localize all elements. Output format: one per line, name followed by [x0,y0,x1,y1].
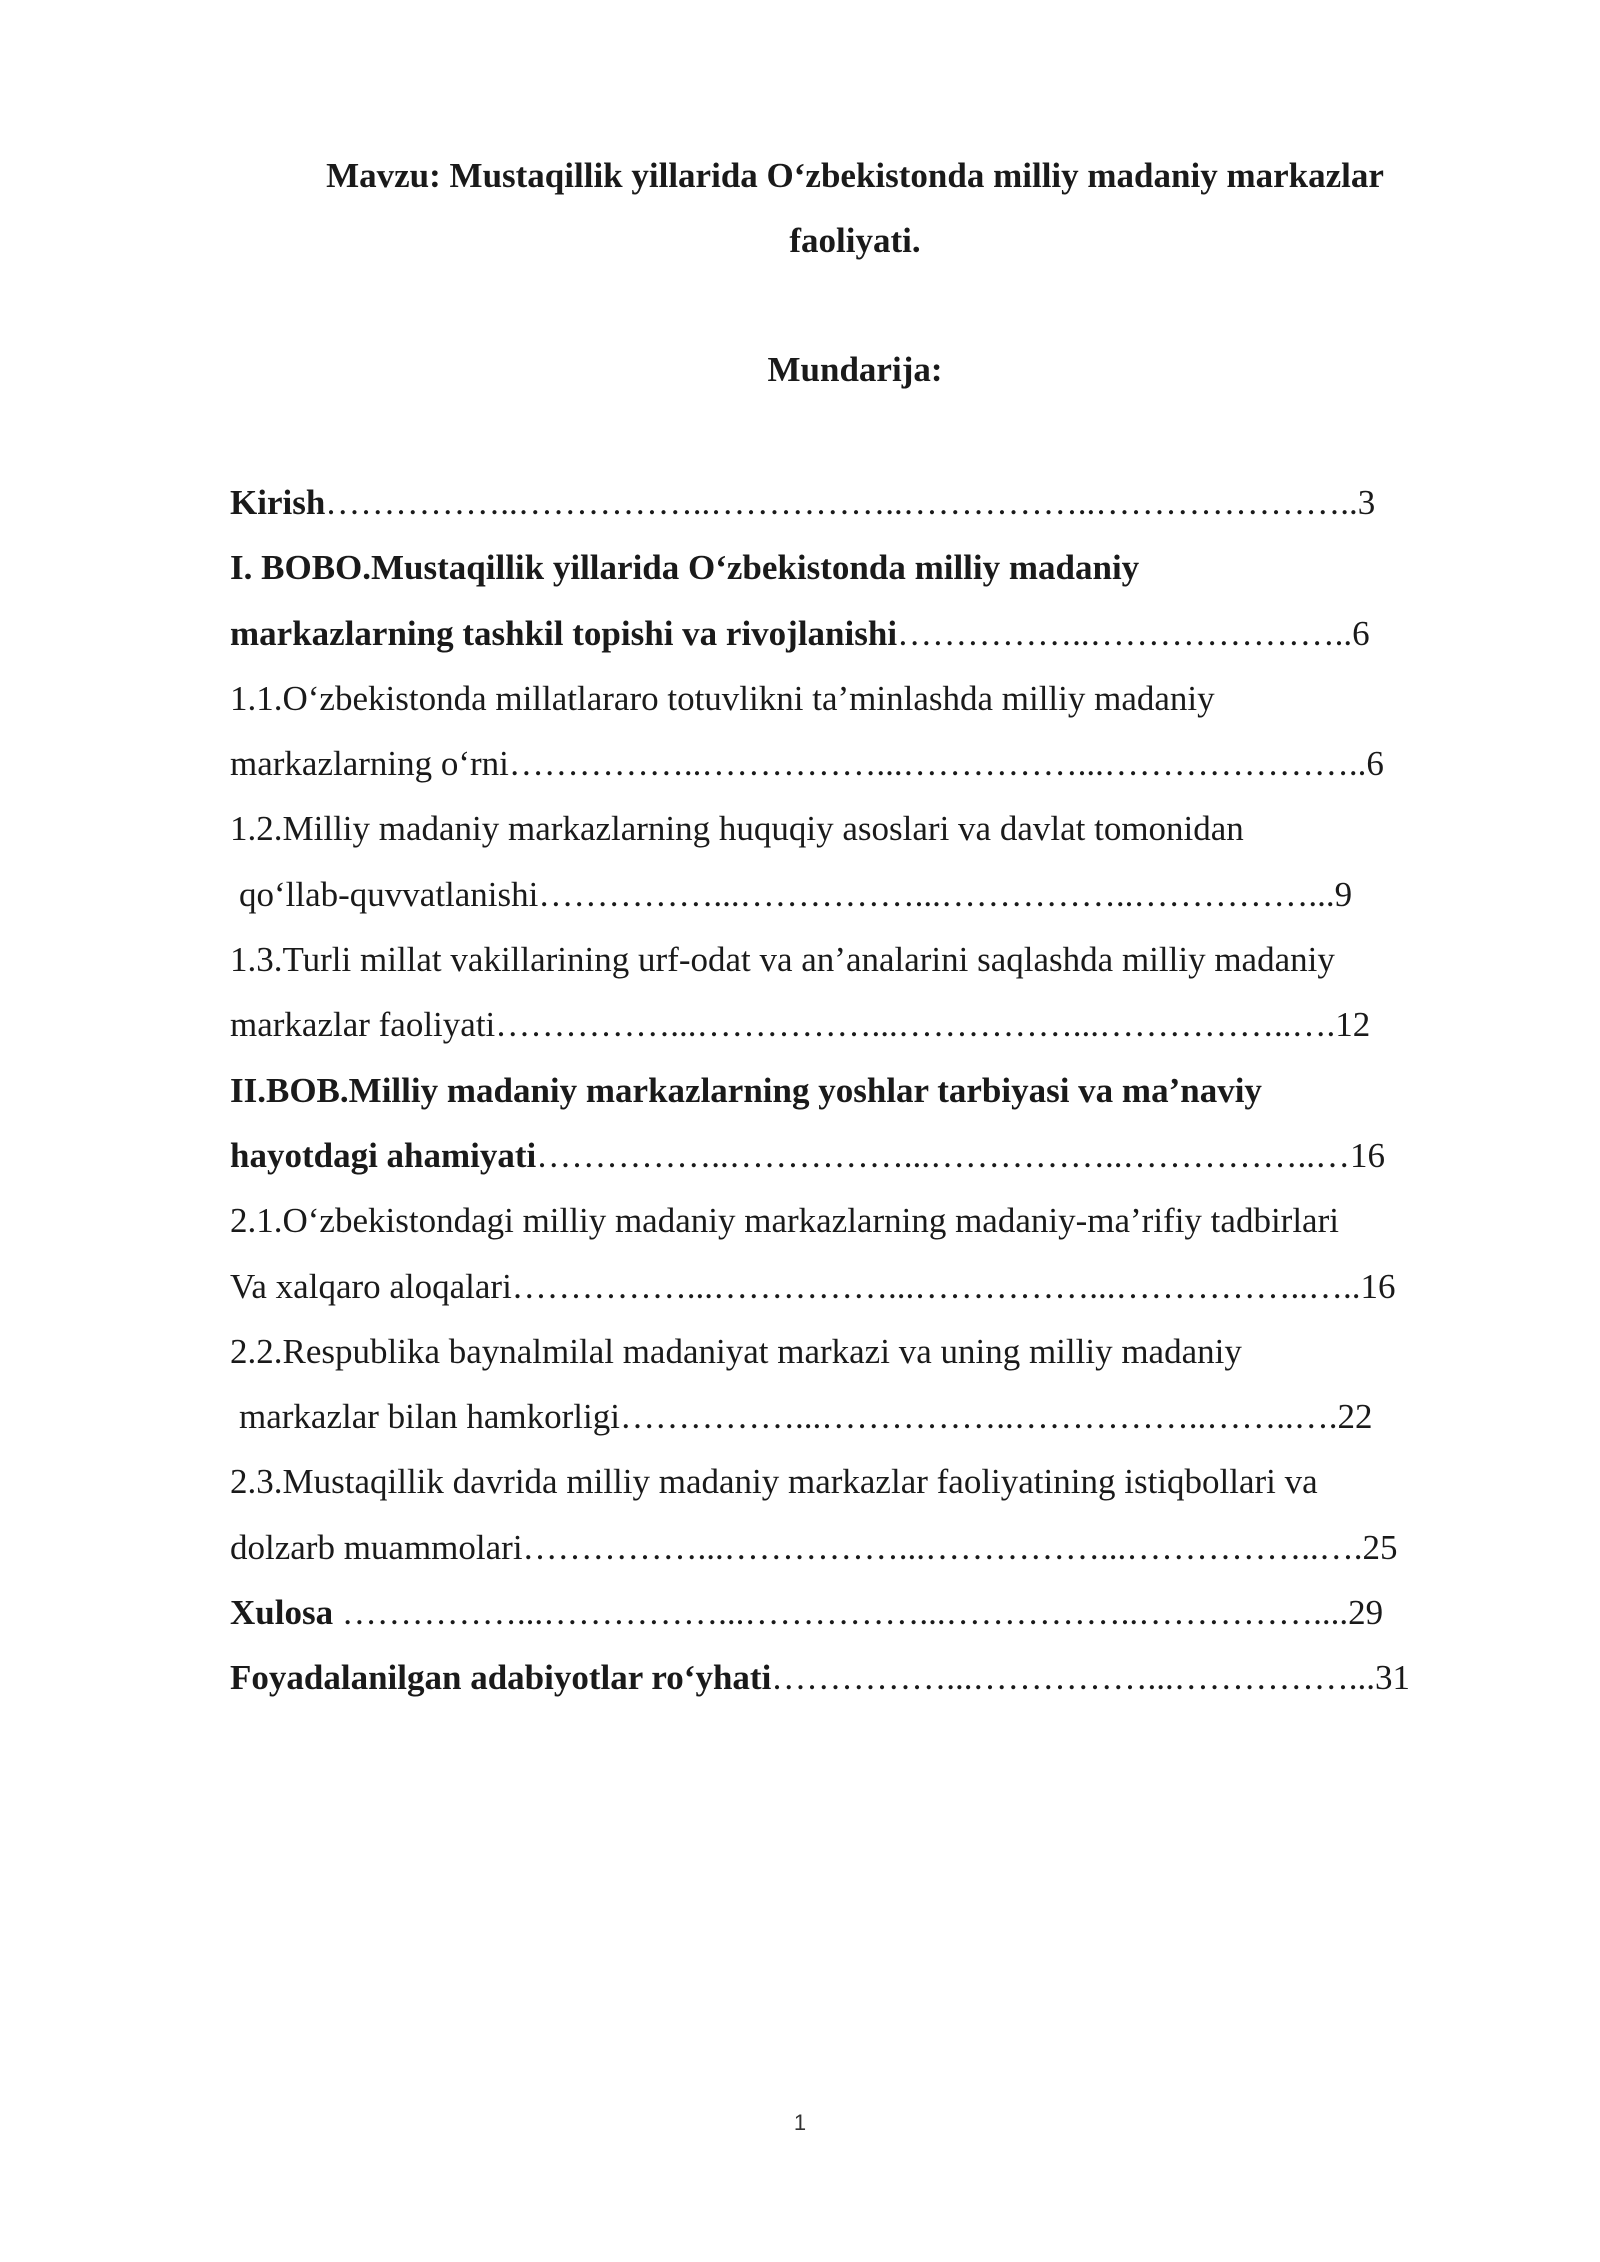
toc-entry-2-1-line-1: 2.1.O‘zbekistondagi milliy madaniy markazlarning madaniy-ma’rifiy tadbirlari [230,1201,1339,1241]
toc-entry-1-3-line-2: markazlar faoliyati……………...……………...……………...……………..….12 [230,1005,1371,1045]
toc-entry-chapter-2-line-2 [230,1123,1510,1188]
page-number: 1 [793,2110,807,2135]
toc-entry-kirish [230,470,1510,535]
toc-entry-chapter-2-line-1: II.BOB.Milliy madaniy markazlarning yoshlar tarbiyasi va ma’naviy [230,1070,1262,1110]
toc-entry-1-1-line-2: markazlarning o‘rni……………..……………...……………...…………………..6 [230,744,1384,784]
toc-entry-1-2-line-2: qo‘llab-quvvatlanishi……………...……………...……………..……………...9 [239,874,1353,914]
toc-entry-2-1-line-2: Va xalqaro aloqalari……………...……………...……………...……………..…..16 [230,1266,1396,1306]
toc-entry-xulosa [230,1580,1510,1645]
toc-entry-chapter-1-line-2 [230,601,1510,666]
toc-entry-label: hayotdagi ahamiyati [230,1135,537,1175]
toc-entry-label: markazlarning tashkil topishi va rivojlanishi [230,613,898,653]
toc-entry-leader: ……………..……………...……………..……………..…16 [536,1135,1386,1175]
toc-entry-1-3-line-1: 1.3.Turli millat vakillarining urf-odat va an’analarini saqlashda milliy madaniy [230,940,1335,980]
toc-entry-1-1-line-1: 1.1.O‘zbekistonda millatlararo totuvlikni ta’minlashda milliy madaniy [230,678,1215,718]
toc-entry-leader: ……………...……………...……………...……………..……………....29 [333,1593,1384,1633]
toc-entry-leader: ……………...……………...……………...31 [771,1658,1411,1698]
toc-entry-1-2-line-1: 1.2.Milliy madaniy markazlarning huquqiy asoslari va davlat tomonidan [230,809,1244,849]
toc-entry-leader: ……………..…………………..6 [897,613,1370,653]
toc-entry-leader: ……………..……………..……………..……………..…………………..3 [325,483,1376,522]
toc-entry-2-3-line-1: 2.3.Mustaqillik davrida milliy madaniy markazlar faoliyatining istiqbollari va [230,1462,1318,1502]
toc-entry-adabiyotlar [230,1645,1510,1710]
toc-entry-2-2-line-2: markazlar bilan hamkorligi……………...……………..……………..……..….22 [239,1397,1373,1437]
toc-entry-2-2-line-1: 2.2.Respublika baynalmilal madaniyat markazi va uning milliy madaniy [230,1331,1242,1371]
toc-heading: Mundarija: [767,350,943,389]
toc-entry-label: Xulosa [230,1593,334,1633]
toc-entry-label: Kirish [230,483,326,522]
table-of-contents [230,470,1510,1711]
toc-entry-label: Foyadalanilgan adabiyotlar ro‘yhati [230,1658,772,1698]
toc-entry-2-3-line-2: dolzarb muammolari……………...……………...……………...……………..….25 [230,1527,1398,1567]
title-line-2: faoliyati. [789,221,921,260]
title-line-1: Mavzu: Mustaqillik yillarida O‘zbekistonda milliy madaniy markazlar [326,156,1384,195]
toc-entry-chapter-1-line-1: I. BOBO.Mustaqillik yillarida O‘zbekistonda milliy madaniy [230,548,1140,588]
document-title [230,143,1480,273]
